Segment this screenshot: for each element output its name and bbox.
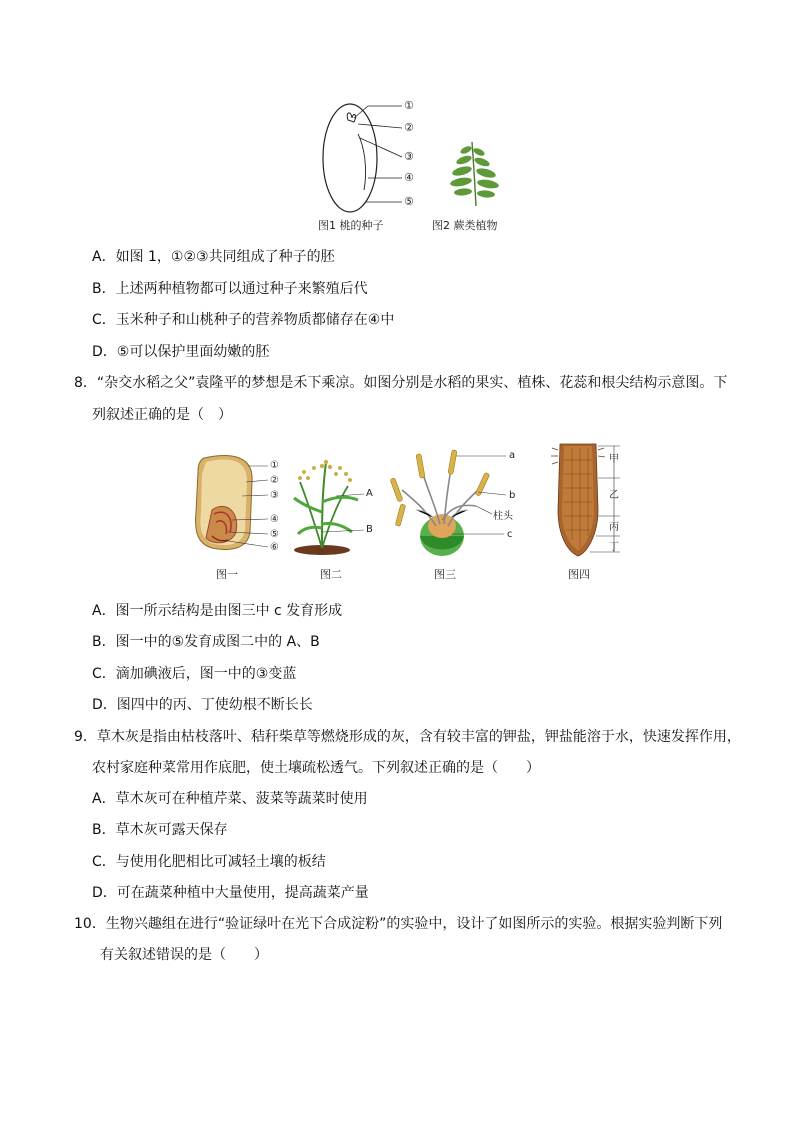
q8-option-a: A．图一所示结构是由图三中 c 发育形成 (92, 603, 343, 619)
root-tip-label-ding: 丁 (609, 542, 619, 553)
flower-label-c: c (507, 529, 513, 540)
q8-option-c: C．滴加碘液后，图一中的③变蓝 (92, 666, 297, 682)
rice-grain-label-2: ② (270, 475, 279, 486)
rice-grain-figure (192, 452, 262, 552)
q9-option-b: B．草木灰可露天保存 (92, 822, 228, 838)
q7-option-d: D．⑤可以保护里面幼嫩的胚 (92, 344, 270, 360)
q9-option-d: D．可在蔬菜种植中大量使用，提高蔬菜产量 (92, 885, 369, 901)
q9-option-a: A．草木灰可在种植芹菜、菠菜等蔬菜时使用 (92, 791, 368, 807)
seed-label-3: ③ (404, 150, 414, 163)
peach-seed-figure (318, 98, 438, 218)
q8-option-b: B．图一中的⑤发育成图二中的 A、B (92, 634, 320, 650)
caption-fig4: 图四 (568, 568, 590, 581)
seed-label-2: ② (404, 121, 414, 134)
caption-fig1: 图一 (216, 568, 238, 581)
q9-option-c: C．与使用化肥相比可减轻土壤的板结 (92, 854, 326, 870)
rice-grain-label-3: ③ (270, 490, 279, 501)
q7-option-c: C．玉米种子和山桃种子的营养物质都储存在④中 (92, 312, 395, 328)
seed-label-4: ④ (404, 171, 414, 184)
caption-fig3: 图三 (434, 568, 456, 581)
root-tip-label-jia: 甲 (609, 454, 619, 465)
caption-fern: 图2 蕨类植物 (432, 219, 498, 232)
seed-label-1: ① (404, 99, 414, 112)
q9-stem-line1: 9．草木灰是指由枯枝落叶、秸秆柴草等燃烧形成的灰，含有较丰富的钾盐，钾盐能溶于水，快速发挥作用， (74, 729, 741, 745)
rice-plant-figure (292, 452, 372, 557)
rice-grain-label-5: ⑤ (270, 529, 279, 540)
flower-label-a: a (509, 450, 516, 461)
flower-label-b: b (509, 490, 516, 501)
root-tip-label-yi: 乙 (609, 490, 619, 501)
caption-fig2: 图二 (320, 568, 342, 581)
rice-plant-label-a: A (366, 488, 373, 499)
root-tip-label-bing: 丙 (609, 522, 619, 533)
q8-option-d: D．图四中的丙、丁使幼根不断长长 (92, 697, 313, 713)
rice-grain-label-1: ① (270, 460, 279, 471)
caption-peach-seed: 图1 桃的种子 (318, 219, 384, 232)
fern-illustration (448, 138, 508, 208)
seed-label-5: ⑤ (404, 195, 414, 208)
rice-plant-label-b: B (366, 524, 373, 535)
q7-option-a: A．如图 1，①②③共同组成了种子的胚 (92, 249, 335, 265)
rice-grain-label-4: ④ (270, 514, 279, 525)
q9-stem-line2: 农村家庭种菜常用作底肥，使土壤疏松透气。下列叙述正确的是（ ） (92, 760, 540, 776)
q10-stem-line1: 10．生物兴趣组在进行“验证绿叶在光下合成淀粉”的实验中，设计了如图所示的实验。根据实验判断下列 (74, 916, 723, 932)
rice-grain-label-6: ⑥ (270, 542, 279, 553)
q8-stem-line2: 列叙述正确的是（ ） (92, 407, 232, 423)
q7-option-b: B．上述两种植物都可以通过种子来繁殖后代 (92, 281, 368, 297)
flower-label-stigma: 柱头 (493, 511, 513, 522)
q10-stem-line2: 有关叙述错误的是（ ） (100, 947, 268, 963)
rice-flower-figure (392, 450, 512, 562)
q8-stem-line1: 8．“杂交水稻之父”袁隆平的梦想是禾下乘凉。如图分别是水稻的果实、植株、花蕊和根尖结构示意图。下 (74, 375, 728, 391)
